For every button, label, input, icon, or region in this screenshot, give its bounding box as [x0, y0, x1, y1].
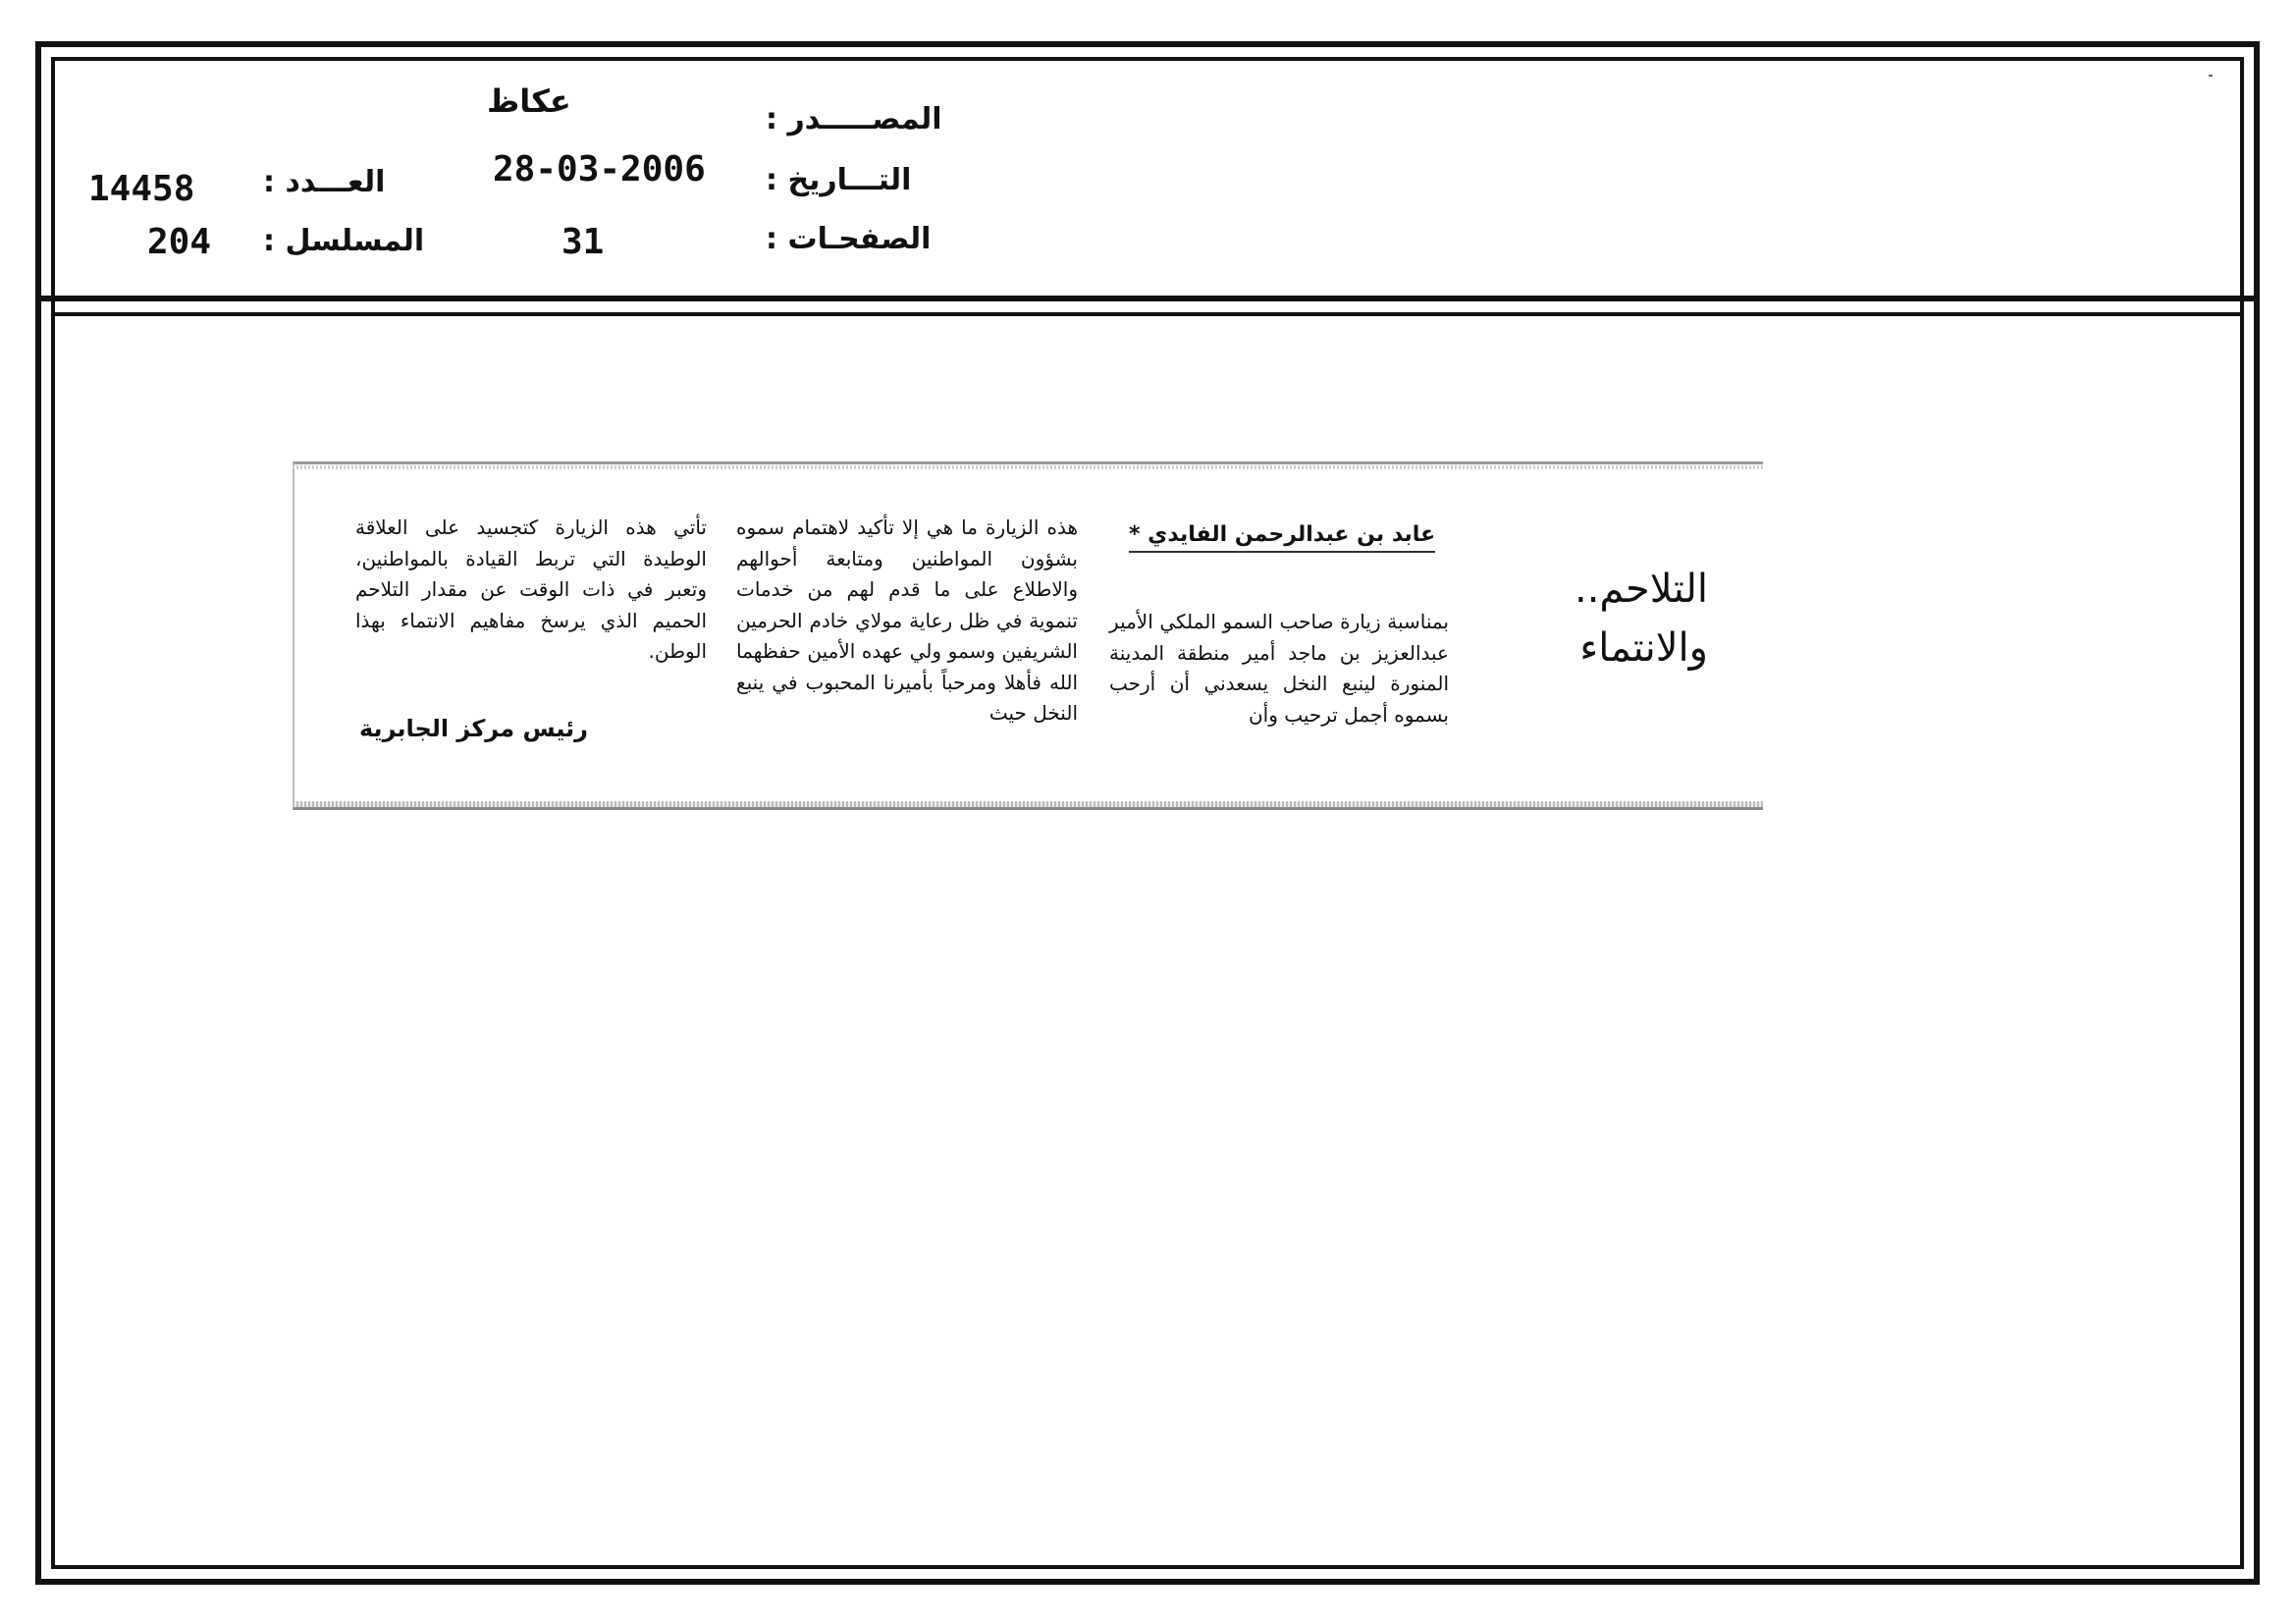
date-label: التـــاريخ :: [766, 163, 912, 197]
article-byline: عابد بن عبدالرحمن الفايدي *: [1129, 522, 1435, 553]
article-column-3: [355, 513, 707, 668]
inner-border: [51, 57, 2244, 1569]
headline-line-1: التلاحم..: [1574, 567, 1708, 612]
pages-value: 31: [561, 222, 605, 262]
article-signature: رئيس مركز الجابرية: [359, 715, 588, 742]
pages-label: الصفحـات :: [766, 222, 932, 256]
scan-mark: [2209, 75, 2213, 77]
serial-value: 204: [147, 222, 212, 262]
issue-label: العـــدد :: [263, 165, 386, 199]
header-divider-inner: [51, 312, 2242, 316]
headline-line-2: والانتماء: [1579, 625, 1708, 671]
column-1-text: بمناسبة زيارة صاحب السمو الملكي الأمير عبدالعزيز بن ماجد أمير منطقة المدينة المنورة لينبع النخل يسعدني أن أرحب بسموه أجمل ترحيب وأن: [1109, 610, 1449, 727]
source-value: عكاظ: [487, 82, 571, 120]
clipping-bottom-edge: [293, 801, 1763, 807]
issue-value: 14458: [88, 169, 195, 209]
article-column-2: [736, 513, 1078, 730]
column-3-text: تأتي هذه الزيارة كتجسيد على العلاقة الوطيدة التي تربط القيادة بالمواطنين، وتعبر في ذات الوقت عن مقدار التلاحم الحميم الذي يرسخ مفاهيم الانتماء بهذا الوطن.: [355, 515, 707, 663]
date-value: 28-03-2006: [493, 149, 706, 189]
clipping-top-edge: [293, 465, 1763, 469]
article-column-1: [1109, 607, 1449, 731]
column-2-text: هذه الزيارة ما هي إلا تأكيد لاهتمام سموه بشؤون المواطنين ومتابعة أحوالهم والاطلاع على ما قدم لهم من خدمات تنموية في ظل رعاية مولاي خادم الحرمين الشريفين وسمو ولي عهده الأمين حفظهما الله فأهلا ومرحباً بأميرنا المحبوب في ينبع النخل حيث: [736, 515, 1078, 725]
article-headline: [1531, 560, 1708, 677]
source-label: المصـــــدر :: [766, 102, 942, 136]
header-divider: [39, 296, 2256, 301]
serial-label: المسلسل :: [263, 224, 425, 258]
